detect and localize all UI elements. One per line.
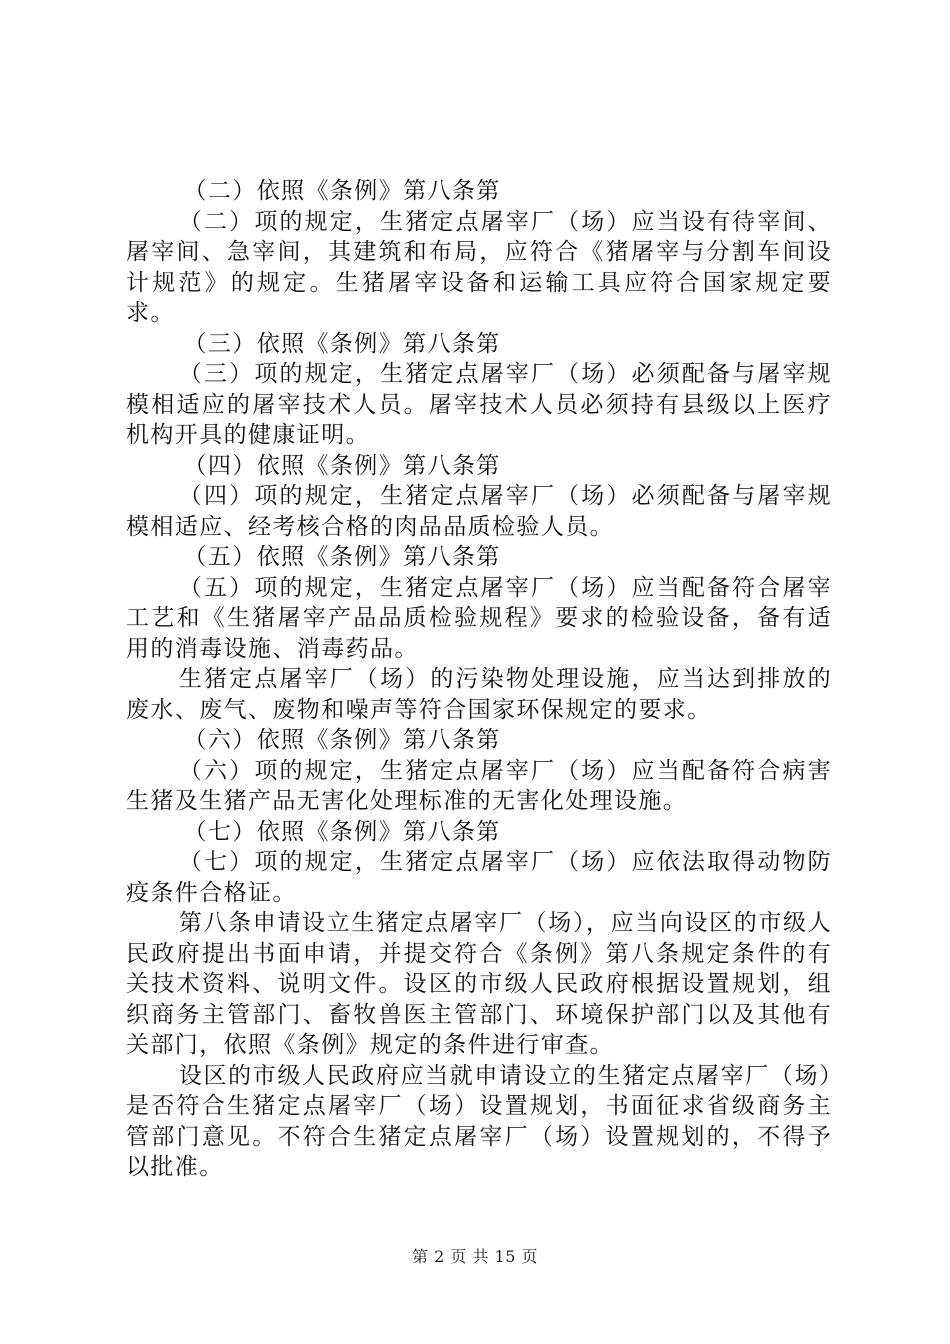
paragraph-12: （七）依照《条例》第八条第 bbox=[183, 818, 501, 845]
paragraph-9: 生猪定点屠宰厂（场）的污染物处理设施，应当达到排放的废水、废气、废物和噪声等符合国家环保规定的要求。 bbox=[126, 666, 832, 723]
paragraph-14: 第八条申请设立生猪定点屠宰厂（场），应当向设区的市级人民政府提出书面申请，并提交符合《条例》第八条规定条件的有关技术资料、说明文件。设区的市级人民政府根据设置规划，组织商务主管部门、畜牧兽医主管部门、环境保护部门以及其他有关部门，依照《条例》规定的条件进行审查。 bbox=[126, 910, 832, 1058]
paragraph-15: 设区的市级人民政府应当就申请设立的生猪定点屠宰厂（场）是否符合生猪定点屠宰厂（场）设置规划，书面征求省级商务主管部门意见。不符合生猪定点屠宰厂（场）设置规划的，不得予以批准。 bbox=[126, 1062, 832, 1180]
paragraph-13: （七）项的规定，生猪定点屠宰厂（场）应依法取得动物防疫条件合格证。 bbox=[126, 849, 832, 906]
paragraph-7: （五）依照《条例》第八条第 bbox=[183, 544, 501, 570]
paragraph-11: （六）项的规定，生猪定点屠宰厂（场）应当配备符合病害生猪及生猪产品无害化处理标准的无害化处理设施。 bbox=[126, 757, 832, 814]
paragraph-8: （五）项的规定，生猪定点屠宰厂（场）应当配备符合屠宰工艺和《生猪屠宰产品品质检验规程》要求的检验设备，备有适用的消毒设施、消毒药品。 bbox=[126, 574, 832, 662]
paragraph-2: （二）项的规定，生猪定点屠宰厂（场）应当设有待宰间、屠宰间、急宰间，其建筑和布局，应符合《猪屠宰与分割车间设计规范》的规定。生猪屠宰设备和运输工具应符合国家规定要求。 bbox=[126, 208, 832, 326]
paragraph-10: （六）依照《条例》第八条第 bbox=[183, 727, 501, 753]
paragraph-6: （四）项的规定，生猪定点屠宰厂（场）必须配备与屠宰规模相适应、经考核合格的肉品品质检验人员。 bbox=[126, 483, 832, 540]
document-body bbox=[126, 176, 832, 1183]
paragraph-4: （三）项的规定，生猪定点屠宰厂（场）必须配备与屠宰规模相适应的屠宰技术人员。屠宰技术人员必须持有县级以上医疗机构开具的健康证明。 bbox=[126, 361, 832, 448]
paragraph-5: （四）依照《条例》第八条第 bbox=[183, 452, 501, 479]
page-footer: 第 2 页 共 15 页 bbox=[412, 1247, 538, 1266]
paragraph-3: （三）依照《条例》第八条第 bbox=[183, 330, 501, 357]
paragraph-1: （二）依照《条例》第八条第 bbox=[183, 178, 501, 204]
